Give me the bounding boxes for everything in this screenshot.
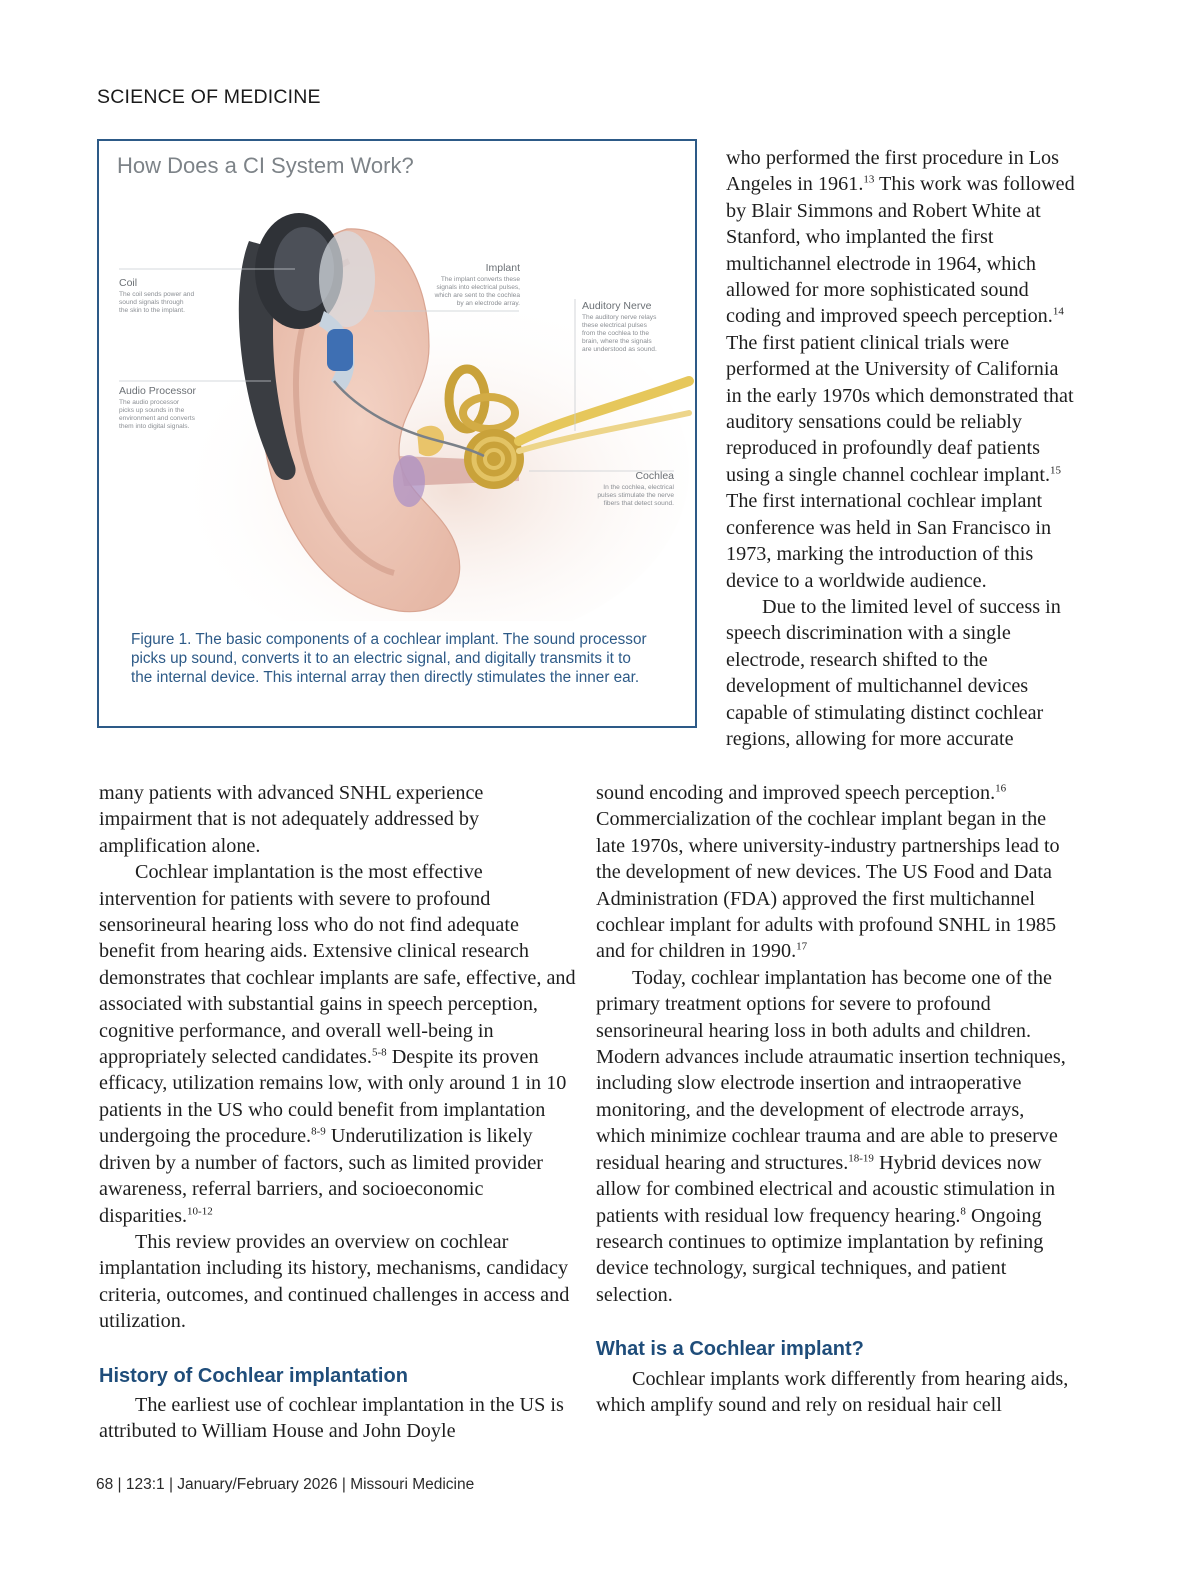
svg-text:by an electrode array.: by an electrode array. (456, 300, 520, 307)
section-heading-history: History of Cochlear implantation (99, 1364, 408, 1387)
figure-title: How Does a CI System Work? (117, 153, 414, 178)
svg-text:are understood as sound.: are understood as sound. (582, 346, 657, 353)
svg-text:environment and converts: environment and converts (119, 415, 195, 422)
eardrum (393, 455, 425, 507)
svg-text:The implant converts these: The implant converts these (440, 276, 520, 283)
svg-text:which are sent to the cochlea: which are sent to the cochlea (434, 292, 520, 299)
paragraph: sound encoding and improved speech perception.$^{16}$ Commercialization of the cochlear implant began in the late 1970s, where university-industry partnerships lead to the development of new devices. The US Food and Data Administration (FDA) approved the first multichannel cochlear implant for adults with profound SNHL in 1985 and for children in 1990.17 (596, 782, 1060, 963)
svg-text:Cochlea: Cochlea (635, 470, 674, 482)
svg-text:sound signals through: sound signals through (119, 299, 184, 306)
svg-text:from the cochlea to the: from the cochlea to the (582, 330, 650, 337)
paragraph: Cochlear implantation is the most effective intervention for patients with severe to profound sensorineural hearing loss who do not find adequate benefit from hearing aids. Extensive clinical research demonstrates that cochlear implants are safe, effective, and associated with substantial gains in speech perception, cognitive performance, and overall well-being in appropriately selected candidates.$^{5-8}$ Despite its proven efficacy, utilization remains low, with only around 1 in 10 patients in the US who could benefit from implantation undergoing the procedure.$^{8-9}$ Underutilization is likely driven by a number of factors, such as limited provider awareness, referral barriers, and socioeconomic disparities.$^{10-12}$ (99, 861, 576, 1227)
paragraph: Today, cochlear implantation has become one of the primary treatment options for severe to profound sensorineural hearing loss in both adults and children. Modern advances include atraumatic insertion techniques, including slow electrode insertion and intraoperative monitoring, and the development of electrode arrays, which minimize cochlear trauma and are able to preserve residual hearing and structures.$^{18-19}$ Hybrid devices now allow for combined electrical and acoustic stimulation in patients with residual low frequency hearing.$^8$ Ongoing research continues to optimize implantation by refining device technology, surgical techniques, and patient selection. (596, 966, 1066, 1306)
svg-text:Audio Processor: Audio Processor (119, 385, 197, 397)
label-audio-processor (119, 385, 197, 430)
svg-text:Coil: Coil (119, 277, 138, 289)
svg-text:the skin to the implant.: the skin to the implant. (119, 307, 185, 314)
paragraph: Cochlear implants work differently from hearing aids, which amplify sound and rely on residual hair cell (596, 1367, 1069, 1416)
right-column (596, 780, 1076, 1418)
section-label: SCIENCE OF MEDICINE (97, 86, 321, 108)
figure-caption: Figure 1. The basic components of a cochlear implant. The sound processor picks up sound, converts it to an electric signal, and digitally transmits it to the internal device. This internal array then directly stimulates the inner ear. (131, 631, 647, 687)
svg-text:fibers that detect sound.: fibers that detect sound. (603, 500, 674, 507)
svg-text:signals into electrical pulses: signals into electrical pulses, (436, 284, 520, 291)
svg-text:them into digital signals.: them into digital signals. (119, 423, 190, 430)
right-column-top (726, 145, 1076, 752)
label-auditory-nerve (582, 300, 657, 353)
section-heading-what-is: What is a Cochlear implant? (596, 1338, 864, 1361)
implant-magnet (327, 329, 353, 371)
svg-text:these electrical pulses: these electrical pulses (582, 322, 647, 329)
svg-text:The coil sends power and: The coil sends power and (119, 291, 195, 298)
svg-text:pulses stimulate the nerve: pulses stimulate the nerve (597, 492, 674, 499)
svg-text:The audio processor: The audio processor (119, 399, 180, 406)
svg-text:brain, where the signals: brain, where the signals (582, 338, 652, 345)
label-coil (119, 277, 194, 314)
page-footer: 68 | 123:1 | January/February 2026 | Missouri Medicine (96, 1476, 475, 1493)
left-column (99, 780, 579, 1445)
svg-text:Auditory Nerve: Auditory Nerve (582, 300, 652, 312)
cochlear-implant-illustration (99, 141, 695, 621)
paragraph: Due to the limited level of success in speech discrimination with a single electrode, research shifted to the development of multichannel devices capable of stimulating distinct cochlear regions, allowing for more accurate (726, 595, 1061, 750)
paragraph: many patients with advanced SNHL experience impairment that is not adequately addressed by amplification alone. (99, 782, 484, 857)
paragraph: who performed the first procedure in Los Angeles in 1961.13 This work was followed by Blair Simmons and Robert White at Stanford, who implanted the first multichannel electrode in 1964, which allowed for more sophisticated sound coding and improved speech perception.$^{14}$ The first patient clinical trials were performed at the University of California in the early 1970s which demonstrated that auditory sensations could be reliably reproduced in profoundly deaf patients using a single channel cochlear implant.$^{15}$ The first international cochlear implant conference was held in San Francisco in 1973, marking the introduction of this device to a worldwide audience. (726, 147, 1075, 592)
paragraph: The earliest use of cochlear implantation in the US is attributed to William House and John Doyle (99, 1393, 564, 1443)
svg-text:In the cochlea, electrical: In the cochlea, electrical (603, 484, 674, 491)
svg-text:Implant: Implant (485, 262, 520, 274)
paragraph: This review provides an overview on cochlear implantation including its history, mechanisms, candidacy criteria, outcomes, and continued challenges in access and utilization. (99, 1230, 570, 1333)
figure-1 (97, 139, 697, 728)
svg-text:The auditory nerve relays: The auditory nerve relays (582, 314, 657, 321)
svg-text:picks up sounds in the: picks up sounds in the (119, 407, 185, 414)
